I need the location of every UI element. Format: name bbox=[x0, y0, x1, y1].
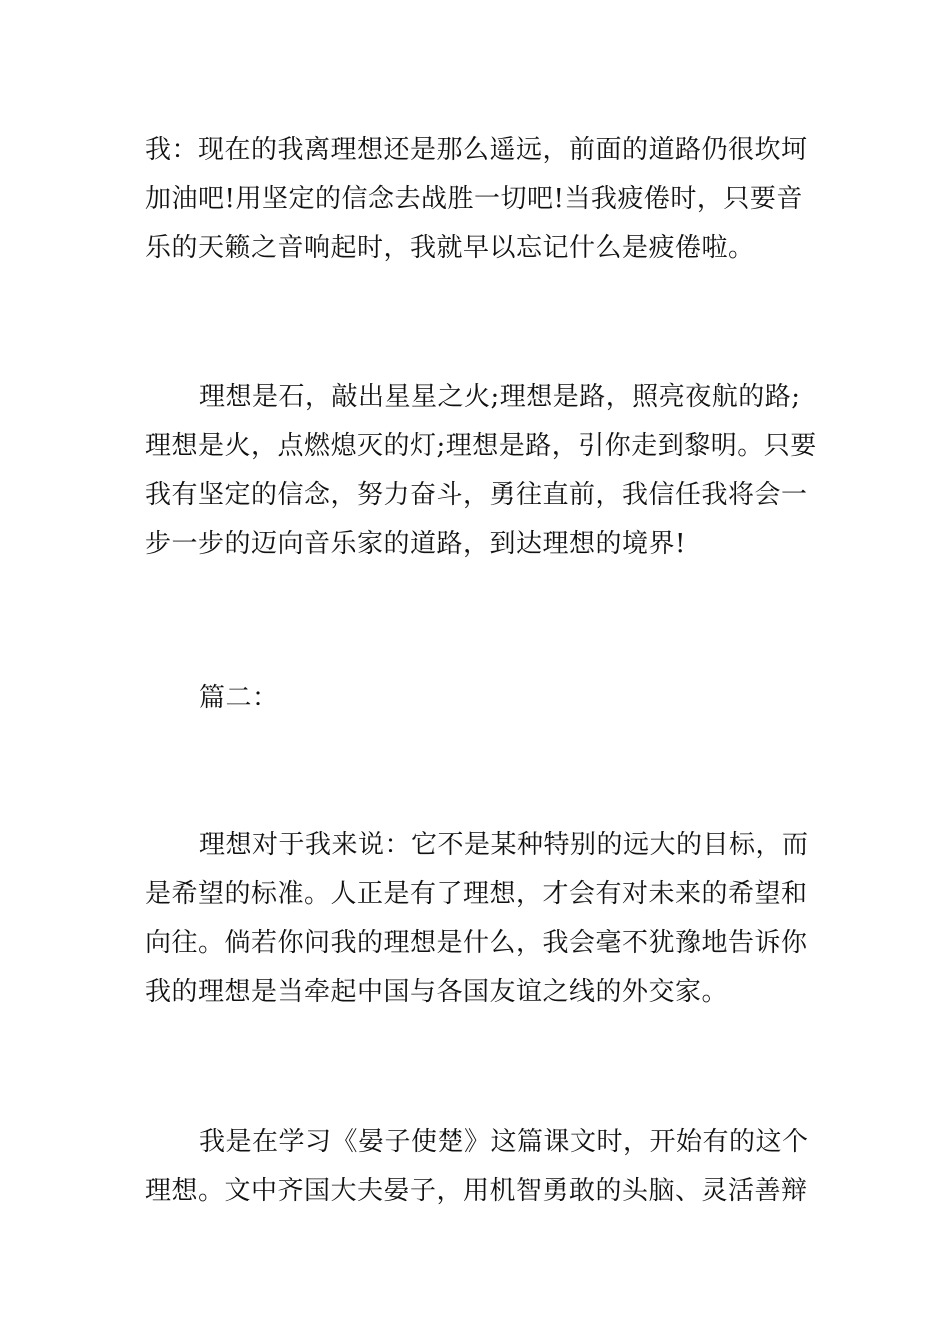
text-line: 理想。文中齐国大夫晏子，用机智勇敢的头脑、灵活善辩 bbox=[145, 1176, 808, 1206]
text-line: 向往。倘若你问我的理想是什么，我会毫不犹豫地告诉你 bbox=[145, 928, 808, 958]
text-line: 我的理想是当牵起中国与各国友谊之线的外交家。 bbox=[145, 977, 729, 1007]
paragraph-3 bbox=[145, 821, 810, 1017]
text-line: 乐的天籁之音响起时，我就早以忘记什么是疲倦啦。 bbox=[145, 233, 755, 263]
text-line: 是希望的标准。人正是有了理想，才会有对未来的希望和 bbox=[145, 879, 808, 909]
text-line: 步一步的迈向音乐家的道路，到达理想的境界! bbox=[145, 529, 686, 559]
section-heading bbox=[145, 674, 810, 723]
text-line: 加油吧!用坚定的信念去战胜一切吧!当我疲倦时，只要音 bbox=[145, 184, 803, 214]
text-line: 我：现在的我离理想还是那么遥远，前面的道路仍很坎坷 bbox=[145, 135, 808, 165]
paragraph-2 bbox=[145, 373, 817, 569]
text-line: 理想是火，点燃熄灭的灯;理想是路，引你走到黎明。只要 bbox=[145, 431, 817, 461]
paragraph-4 bbox=[145, 1118, 810, 1216]
text-line: 我是在学习《晏子使楚》这篇课文时，开始有的这个 bbox=[199, 1127, 809, 1157]
paragraph-1 bbox=[145, 126, 810, 273]
section-heading-text: 篇二： bbox=[199, 683, 279, 713]
text-line: 理想对于我来说：它不是某种特别的远大的目标，而 bbox=[199, 830, 809, 860]
text-line: 我有坚定的信念，努力奋斗，勇往直前，我信任我将会一 bbox=[145, 480, 808, 510]
text-line: 理想是石，敲出星星之火;理想是路，照亮夜航的路; bbox=[199, 382, 801, 412]
